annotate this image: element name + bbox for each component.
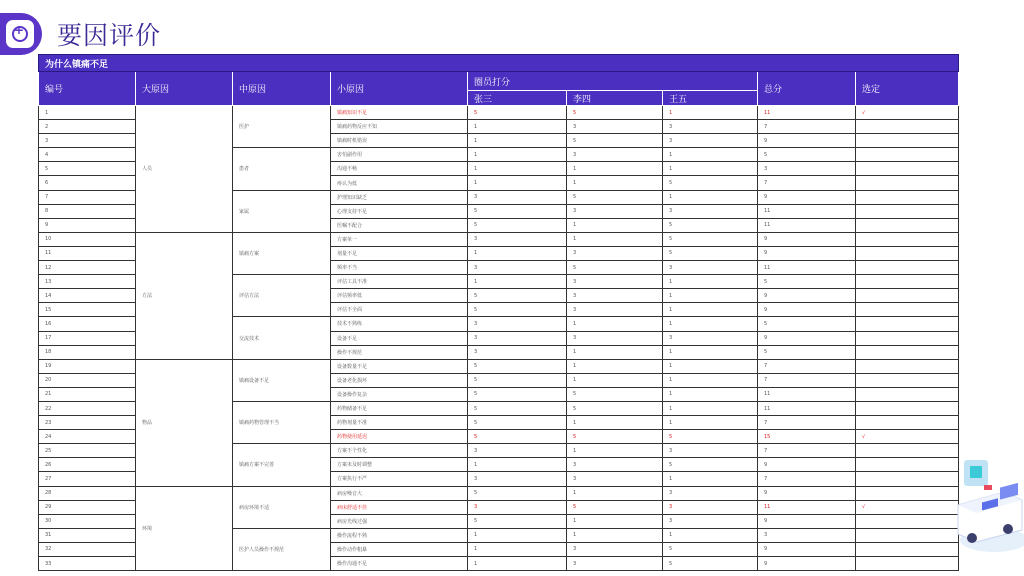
cell-score-2: 3 <box>567 331 663 345</box>
cell-selected <box>856 120 959 134</box>
cell-middle-cause: 患者 <box>233 148 331 190</box>
header-scorer-2: 李四 <box>567 91 663 106</box>
cell-total: 9 <box>758 246 856 260</box>
cell-selected <box>856 444 959 458</box>
cell-minor-cause: 设备数量不足 <box>331 359 468 373</box>
cell-minor-cause: 病房噪音大 <box>331 486 468 500</box>
cell-minor-cause: 方案执行不严 <box>331 472 468 486</box>
header-id: 编号 <box>39 72 136 106</box>
cell-id: 17 <box>39 331 136 345</box>
cell-selected: √ <box>856 500 959 514</box>
cell-score-2: 1 <box>567 345 663 359</box>
cell-selected <box>856 345 959 359</box>
cell-score-3: 3 <box>663 261 758 275</box>
cell-score-2: 3 <box>567 542 663 556</box>
cell-minor-cause: 镇痛药物反应不知 <box>331 120 468 134</box>
cell-total: 9 <box>758 289 856 303</box>
cell-middle-cause: 评估方法 <box>233 275 331 317</box>
cell-score-2: 1 <box>567 416 663 430</box>
cell-score-1: 3 <box>468 232 567 246</box>
cell-minor-cause: 设备老化损坏 <box>331 373 468 387</box>
cell-score-1: 5 <box>468 514 567 528</box>
cell-total: 3 <box>758 528 856 542</box>
cell-score-1: 1 <box>468 176 567 190</box>
cell-selected <box>856 134 959 148</box>
table-body <box>39 106 959 571</box>
cell-score-1: 3 <box>468 345 567 359</box>
cell-middle-cause: 家属 <box>233 190 331 232</box>
cell-selected <box>856 148 959 162</box>
header-selected: 选定 <box>856 72 959 106</box>
cell-total: 11 <box>758 401 856 415</box>
cell-id: 29 <box>39 500 136 514</box>
plus-icon: + <box>14 23 25 37</box>
cell-score-1: 3 <box>468 317 567 331</box>
table-caption: 为什么镇痛不足 <box>39 55 959 72</box>
cell-score-2: 3 <box>567 289 663 303</box>
cell-score-2: 3 <box>567 458 663 472</box>
cell-total: 7 <box>758 472 856 486</box>
cell-score-1: 3 <box>468 500 567 514</box>
cell-score-3: 1 <box>663 317 758 331</box>
cell-total: 5 <box>758 148 856 162</box>
cell-score-3: 1 <box>663 359 758 373</box>
cell-score-3: 3 <box>663 514 758 528</box>
cell-middle-cause: 病房环境不适 <box>233 486 331 528</box>
cell-score-2: 1 <box>567 373 663 387</box>
cell-score-2: 3 <box>567 246 663 260</box>
cell-major-cause: 环境 <box>136 486 233 571</box>
cell-score-1: 5 <box>468 303 567 317</box>
cell-score-3: 1 <box>663 472 758 486</box>
cell-id: 9 <box>39 218 136 232</box>
cell-id: 32 <box>39 542 136 556</box>
cell-score-1: 5 <box>468 373 567 387</box>
header-scorers: 圈员打分 <box>468 72 758 91</box>
cell-total: 11 <box>758 500 856 514</box>
cell-score-1: 1 <box>468 542 567 556</box>
cell-score-2: 5 <box>567 190 663 204</box>
cell-score-2: 3 <box>567 120 663 134</box>
cell-score-3: 1 <box>663 401 758 415</box>
cell-selected <box>856 528 959 542</box>
cell-id: 30 <box>39 514 136 528</box>
cell-selected <box>856 514 959 528</box>
cell-score-3: 5 <box>663 218 758 232</box>
cell-selected <box>856 218 959 232</box>
cell-score-1: 5 <box>468 387 567 401</box>
cell-id: 20 <box>39 373 136 387</box>
cell-minor-cause: 药物剂量不准 <box>331 416 468 430</box>
cell-total: 9 <box>758 303 856 317</box>
cell-middle-cause: 镇痛设备不足 <box>233 359 331 401</box>
header-major-cause: 大原因 <box>136 72 233 106</box>
cell-score-1: 5 <box>468 204 567 218</box>
cell-id: 7 <box>39 190 136 204</box>
cell-score-1: 3 <box>468 261 567 275</box>
cell-id: 6 <box>39 176 136 190</box>
cell-id: 15 <box>39 303 136 317</box>
cell-score-3: 5 <box>663 458 758 472</box>
page-title: 要因评价 <box>57 21 162 50</box>
cell-score-3: 5 <box>663 430 758 444</box>
cell-score-1: 5 <box>468 401 567 415</box>
cell-score-3: 1 <box>663 387 758 401</box>
cell-score-3: 5 <box>663 176 758 190</box>
cell-selected <box>856 275 959 289</box>
cell-total: 11 <box>758 204 856 218</box>
cell-score-1: 3 <box>468 331 567 345</box>
cell-score-3: 5 <box>663 232 758 246</box>
cell-score-3: 3 <box>663 134 758 148</box>
cell-total: 7 <box>758 359 856 373</box>
cell-id: 12 <box>39 261 136 275</box>
cell-score-3: 3 <box>663 500 758 514</box>
ambulance-illustration <box>954 430 1024 575</box>
cell-total: 9 <box>758 557 856 571</box>
cell-score-2: 3 <box>567 204 663 218</box>
cell-score-2: 3 <box>567 275 663 289</box>
cell-score-2: 5 <box>567 430 663 444</box>
cell-minor-cause: 药物储备不足 <box>331 401 468 415</box>
cell-score-1: 1 <box>468 148 567 162</box>
cell-minor-cause: 病床舒适不佳 <box>331 500 468 514</box>
cell-total: 7 <box>758 176 856 190</box>
cell-total: 11 <box>758 261 856 275</box>
cell-selected <box>856 317 959 331</box>
cell-score-1: 1 <box>468 528 567 542</box>
cell-score-1: 1 <box>468 134 567 148</box>
cell-selected <box>856 486 959 500</box>
cell-total: 7 <box>758 120 856 134</box>
cell-score-2: 1 <box>567 162 663 176</box>
cell-selected <box>856 458 959 472</box>
cell-minor-cause: 疼认为低 <box>331 176 468 190</box>
cell-score-2: 3 <box>567 472 663 486</box>
header-minor-cause: 小原因 <box>331 72 468 106</box>
cell-score-3: 1 <box>663 190 758 204</box>
cell-total: 7 <box>758 444 856 458</box>
cell-score-1: 5 <box>468 359 567 373</box>
cell-id: 18 <box>39 345 136 359</box>
cell-minor-cause: 评估不全面 <box>331 303 468 317</box>
cell-total: 11 <box>758 106 856 120</box>
cell-selected <box>856 261 959 275</box>
cell-selected <box>856 190 959 204</box>
cell-total: 9 <box>758 331 856 345</box>
cell-selected <box>856 176 959 190</box>
cell-score-1: 1 <box>468 557 567 571</box>
cell-minor-cause: 设备不足 <box>331 331 468 345</box>
cell-total: 9 <box>758 542 856 556</box>
cell-score-1: 3 <box>468 472 567 486</box>
cell-minor-cause: 技术不熟练 <box>331 317 468 331</box>
cell-score-1: 1 <box>468 458 567 472</box>
cell-score-1: 3 <box>468 190 567 204</box>
cell-selected <box>856 387 959 401</box>
cell-minor-cause: 操作沟通不足 <box>331 557 468 571</box>
cell-score-1: 1 <box>468 246 567 260</box>
cell-id: 28 <box>39 486 136 500</box>
cell-minor-cause: 操作动作粗暴 <box>331 542 468 556</box>
cell-total: 5 <box>758 317 856 331</box>
logo-badge <box>0 13 42 55</box>
cell-score-1: 5 <box>468 416 567 430</box>
cell-score-2: 5 <box>567 500 663 514</box>
header-scorer-3: 王五 <box>663 91 758 106</box>
cell-score-3: 1 <box>663 275 758 289</box>
cell-score-2: 1 <box>567 514 663 528</box>
cell-score-3: 1 <box>663 303 758 317</box>
cell-total: 9 <box>758 190 856 204</box>
cell-total: 7 <box>758 416 856 430</box>
cell-id: 21 <box>39 387 136 401</box>
cell-selected <box>856 542 959 556</box>
table-row <box>39 106 959 120</box>
cell-id: 16 <box>39 317 136 331</box>
cell-id: 3 <box>39 134 136 148</box>
cell-score-1: 5 <box>468 106 567 120</box>
cell-middle-cause: 交流技术 <box>233 317 331 359</box>
cell-score-2: 5 <box>567 401 663 415</box>
cell-selected <box>856 204 959 218</box>
cell-total: 9 <box>758 486 856 500</box>
cell-id: 1 <box>39 106 136 120</box>
cell-score-1: 1 <box>468 162 567 176</box>
cell-score-2: 5 <box>567 134 663 148</box>
cell-total: 7 <box>758 373 856 387</box>
cell-score-3: 5 <box>663 246 758 260</box>
cell-minor-cause: 沟通不畅 <box>331 162 468 176</box>
cell-score-3: 3 <box>663 486 758 500</box>
cell-total: 3 <box>758 162 856 176</box>
table-row <box>39 486 959 500</box>
cell-minor-cause: 操作流程不熟 <box>331 528 468 542</box>
table-row <box>39 359 959 373</box>
cell-score-2: 3 <box>567 557 663 571</box>
cell-minor-cause: 镇痛时机错误 <box>331 134 468 148</box>
cell-id: 25 <box>39 444 136 458</box>
cell-selected <box>856 373 959 387</box>
cell-selected <box>856 359 959 373</box>
cell-score-1: 5 <box>468 289 567 303</box>
cell-minor-cause: 方案单一 <box>331 232 468 246</box>
cell-id: 31 <box>39 528 136 542</box>
cell-id: 23 <box>39 416 136 430</box>
cell-major-cause: 人员 <box>136 106 233 233</box>
cell-selected <box>856 472 959 486</box>
cell-score-3: 1 <box>663 416 758 430</box>
cell-score-3: 1 <box>663 528 758 542</box>
cell-score-2: 3 <box>567 148 663 162</box>
cell-middle-cause: 镇痛方案 <box>233 232 331 274</box>
cell-score-2: 3 <box>567 303 663 317</box>
evaluation-table-container <box>38 54 958 571</box>
cell-id: 27 <box>39 472 136 486</box>
cell-score-2: 1 <box>567 317 663 331</box>
cell-selected <box>856 401 959 415</box>
cell-middle-cause: 镇痛方案不完善 <box>233 444 331 486</box>
cell-total: 5 <box>758 345 856 359</box>
cell-selected <box>856 232 959 246</box>
cell-id: 11 <box>39 246 136 260</box>
cell-total: 15 <box>758 430 856 444</box>
cell-id: 10 <box>39 232 136 246</box>
cell-minor-cause: 设备操作复杂 <box>331 387 468 401</box>
cell-minor-cause: 评估频率低 <box>331 289 468 303</box>
cell-minor-cause: 药物使用延迟 <box>331 430 468 444</box>
cell-total: 9 <box>758 232 856 246</box>
cell-minor-cause: 评估工具不准 <box>331 275 468 289</box>
header-middle-cause: 中原因 <box>233 72 331 106</box>
cell-selected <box>856 303 959 317</box>
cell-minor-cause: 方案不个性化 <box>331 444 468 458</box>
cell-minor-cause: 剂量不足 <box>331 246 468 260</box>
cell-score-3: 1 <box>663 345 758 359</box>
cell-id: 14 <box>39 289 136 303</box>
cell-middle-cause: 医护人员操作不规范 <box>233 528 331 570</box>
cell-id: 13 <box>39 275 136 289</box>
cell-selected: √ <box>856 106 959 120</box>
cell-minor-cause: 方案未及时调整 <box>331 458 468 472</box>
evaluation-table <box>38 54 959 571</box>
cell-id: 8 <box>39 204 136 218</box>
cell-selected <box>856 557 959 571</box>
cell-major-cause: 方法 <box>136 232 233 359</box>
cell-id: 26 <box>39 458 136 472</box>
cell-score-2: 5 <box>567 261 663 275</box>
cell-selected <box>856 162 959 176</box>
cell-score-2: 1 <box>567 218 663 232</box>
cell-total: 11 <box>758 218 856 232</box>
cell-total: 11 <box>758 387 856 401</box>
cell-score-1: 5 <box>468 430 567 444</box>
cell-score-2: 1 <box>567 176 663 190</box>
cell-score-3: 3 <box>663 120 758 134</box>
cell-score-2: 1 <box>567 232 663 246</box>
cell-selected <box>856 246 959 260</box>
cell-score-2: 1 <box>567 486 663 500</box>
cell-total: 9 <box>758 514 856 528</box>
cell-minor-cause: 护理知识缺乏 <box>331 190 468 204</box>
cell-id: 24 <box>39 430 136 444</box>
cell-score-2: 5 <box>567 387 663 401</box>
cell-score-3: 1 <box>663 289 758 303</box>
cell-score-3: 5 <box>663 542 758 556</box>
cell-minor-cause: 病房光线过强 <box>331 514 468 528</box>
cell-major-cause: 物品 <box>136 359 233 486</box>
cell-selected <box>856 289 959 303</box>
table-row <box>39 232 959 246</box>
cell-total: 5 <box>758 275 856 289</box>
cell-total: 9 <box>758 134 856 148</box>
cell-score-3: 1 <box>663 106 758 120</box>
cell-score-3: 5 <box>663 557 758 571</box>
cell-score-3: 3 <box>663 331 758 345</box>
cell-score-1: 1 <box>468 120 567 134</box>
header-total: 总分 <box>758 72 856 106</box>
cell-id: 22 <box>39 401 136 415</box>
cell-id: 2 <box>39 120 136 134</box>
cell-id: 4 <box>39 148 136 162</box>
cell-minor-cause: 医嘱不配合 <box>331 218 468 232</box>
cell-score-3: 3 <box>663 204 758 218</box>
cell-minor-cause: 害怕副作用 <box>331 148 468 162</box>
cell-score-3: 3 <box>663 444 758 458</box>
cell-score-2: 5 <box>567 106 663 120</box>
header-scorer-1: 张三 <box>468 91 567 106</box>
cell-selected <box>856 331 959 345</box>
cell-score-2: 1 <box>567 359 663 373</box>
cell-selected: √ <box>856 430 959 444</box>
cell-score-1: 5 <box>468 218 567 232</box>
cell-score-2: 1 <box>567 444 663 458</box>
cell-score-1: 5 <box>468 486 567 500</box>
cell-id: 33 <box>39 557 136 571</box>
cell-total: 9 <box>758 458 856 472</box>
cell-score-3: 1 <box>663 162 758 176</box>
cell-score-1: 3 <box>468 444 567 458</box>
cell-score-2: 1 <box>567 528 663 542</box>
cell-score-3: 1 <box>663 148 758 162</box>
cell-id: 19 <box>39 359 136 373</box>
cell-minor-cause: 心理支持不足 <box>331 204 468 218</box>
cell-score-1: 1 <box>468 275 567 289</box>
cell-minor-cause: 操作不规范 <box>331 345 468 359</box>
cell-minor-cause: 频率不当 <box>331 261 468 275</box>
cell-minor-cause: 镇痛知识不足 <box>331 106 468 120</box>
cell-middle-cause: 医护 <box>233 106 331 148</box>
cell-score-3: 1 <box>663 373 758 387</box>
cell-middle-cause: 镇痛药物管理不当 <box>233 401 331 443</box>
cell-id: 5 <box>39 162 136 176</box>
cell-selected <box>856 416 959 430</box>
